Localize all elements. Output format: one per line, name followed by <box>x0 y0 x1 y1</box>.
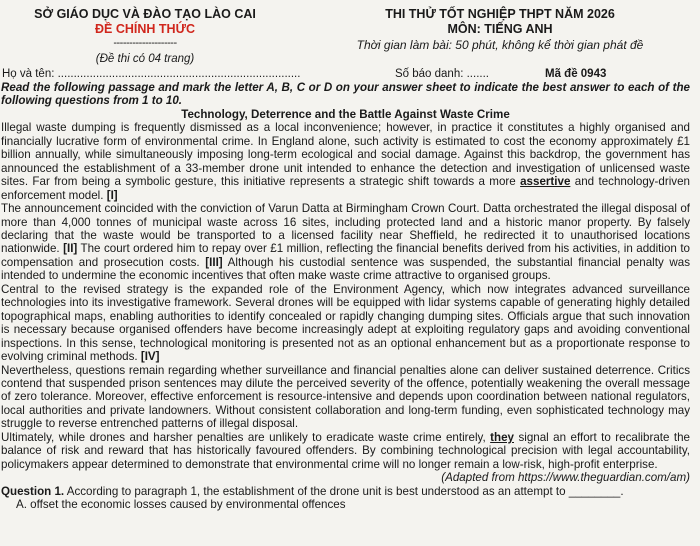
p2-text-c: Although his custodial sentence was suspended, the substantial financial penalty was intended to undermine the economic incentives that often make waste crime attractive to organised groups. <box>1 255 690 283</box>
paragraph-5 <box>1 431 690 471</box>
p1-text-a: Illegal waste dumping is frequently dismissed as a local inconvenience; however, in practice it constitutes a highly organised and financially lucrative form of environmental crime. In England alone, such activity is estimated to cost the economy approximately £1 billion annually, while simultaneously imposing long-term ecological and social damage. Against this backdrop, the government has announced the establishment of a 33-member drone unit intended to enhance the detection and investigation of unlicensed waste sites. Far from being a symbolic gesture, this initiative represents a strategic shift towards a more <box>1 121 690 189</box>
paragraph-1 <box>1 121 690 202</box>
instruction: Read the following passage and mark the letter A, B, C or D on your answer sheet to indicate the best answer to each of the following questions from 1 to 10. <box>1 81 690 108</box>
p2-text-b: The court ordered him to repay over £1 million, reflecting the financial benefits derived from his activities, in addition to compensation and prosecution costs. <box>1 242 690 269</box>
p5-text-b: signal an effort to recalibrate the balance of risk and reward that has historically favoured offenders. By combining technological precision with legal accountability, policymakers appear determined to demonstrate that environmental crime will no longer remain a low-risk, high-profit enterprise. <box>1 430 690 471</box>
header-right <box>300 6 700 54</box>
paragraph-2 <box>1 202 690 283</box>
exam-header <box>0 0 700 80</box>
page-count: (Đề thi có 04 trang) <box>95 53 195 65</box>
p2-text-a: The announcement coincided with the conviction of Varun Datta at Birmingham Crown Court. Datta orchestrated the illegal disposal of more than 4,000 tonnes of municipal waste across 16 sites, including protected land and a historic manor property. By falsely declaring that the waste would be transported to a licensed facility near Sheffield, he redirected it to unauthorised locations nationwide. <box>1 202 690 256</box>
candidate-line <box>0 66 700 82</box>
candidate-number-field: Số báo danh: ....... <box>395 68 489 80</box>
time-limit: Thời gian làm bài: 50 phút, không kể thời gian phát đề <box>356 38 644 52</box>
question-1-label: Question 1. <box>1 484 65 498</box>
header-left <box>0 6 290 67</box>
subject-name: MÔN: TIẾNG ANH <box>447 22 553 36</box>
underlined-word-assertive: assertive <box>520 175 571 189</box>
question-1-text: According to paragraph 1, the establishment of the drone unit is best understood as an attempt to ________. <box>64 484 624 498</box>
p5-text-a: Ultimately, while drones and harsher penalties are unlikely to eradicate waste crime entirely, <box>1 430 491 444</box>
underlined-word-they: they <box>490 430 514 444</box>
passage-title: Technology, Deterrence and the Battle Against Waste Crime <box>181 107 510 121</box>
question-1-option-a: A. offset the economic losses caused by environmental offences <box>16 498 346 512</box>
exam-body <box>1 81 690 512</box>
candidate-name-field: Họ và tên: ............................................................................ <box>2 68 301 80</box>
divider-line: -------------------- <box>113 37 177 49</box>
marker-i: [I] <box>106 188 118 202</box>
department-name: SỞ GIÁO DỤC VÀ ĐÀO TẠO LÀO CAI <box>34 7 256 21</box>
p3-text: Central to the revised strategy is the expanded role of the Environment Agency, which now integrates advanced surveillance technologies into its investigative framework. Several drones will be equipped with lidar systems capable of generating highly detailed topographical maps, enabling authorities to identify concealed or rapidly changing dumping sites. Officials argue that such innovation is necessary because organised offenders have become increasingly adept at exploiting regulatory gaps and avoiding conventional inspections. In this sense, technological monitoring is presented not as an optional enhancement but as a proportionate response to evolving criminal methods. <box>1 282 690 364</box>
paragraph-4: Nevertheless, questions remain regarding whether surveillance and financial penalties alone can deliver sustained deterrence. Critics contend that suspended prison sentences may dilute the perceived severity of the offence, potentially weakening the overall message of zero tolerance. Moreover, effective enforcement is resource-intensive and depends upon coordination between national regulators, local authorities and private landowners. Without consistent collaboration and long-term funding, even sophisticated technology may struggle to reverse entrenched patterns of illegal disposal. <box>1 363 690 431</box>
official-label: ĐỀ CHÍNH THỨC <box>95 22 195 36</box>
marker-iii: [III] <box>205 255 223 269</box>
marker-ii: [II] <box>63 242 78 256</box>
exam-code: Mã đề 0943 <box>545 68 607 80</box>
question-1 <box>1 485 690 498</box>
marker-iv: [IV] <box>140 350 160 364</box>
p1-text-b: and technology-driven enforcement model. <box>1 175 690 202</box>
passage-source: (Adapted from https://www.theguardian.com/am) <box>441 471 690 485</box>
paragraph-3 <box>1 283 690 364</box>
exam-title: THI THỬ TỐT NGHIỆP THPT NĂM 2026 <box>385 7 615 21</box>
